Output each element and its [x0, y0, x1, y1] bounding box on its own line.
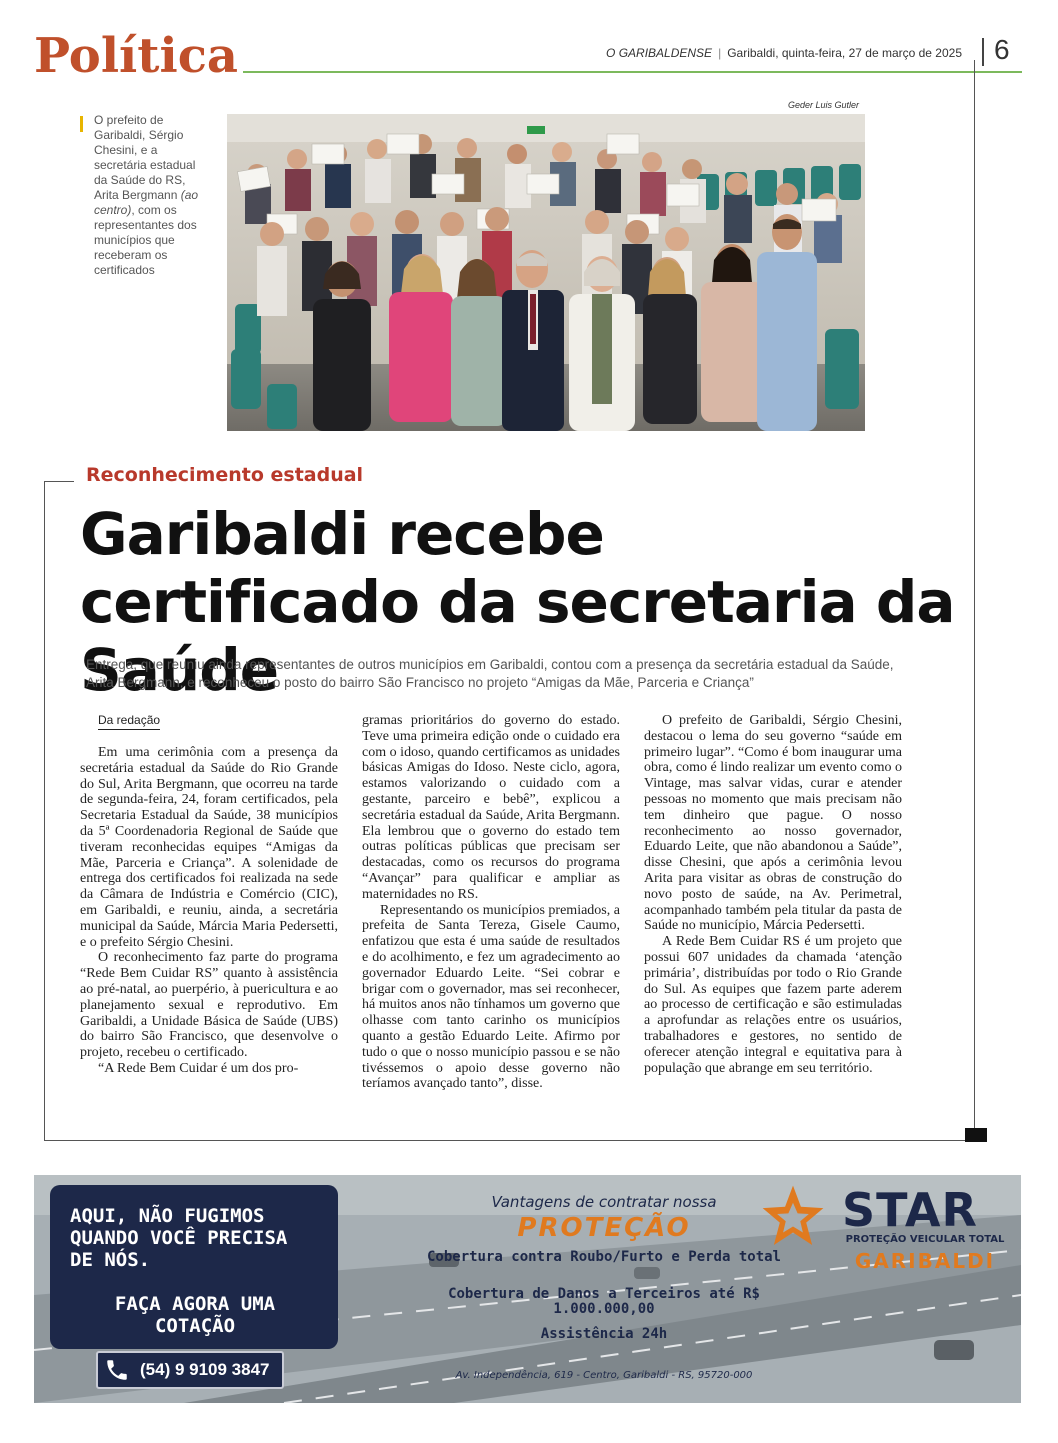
group-photo [227, 114, 865, 431]
caption-emphasis: (ao centro) [94, 188, 199, 217]
masthead: O GARIBALDENSE | Garibaldi, quinta-feira, 27 de março de 2025 [606, 46, 962, 60]
article-column-3 [644, 713, 902, 1076]
caption-text: O prefeito de Garibaldi, Sérgio Chesini, e a secretária estadual da Saúde do RS, Arita Bergmann [94, 113, 196, 202]
ad-coverage-third-party: Cobertura de Danos a Terceiros até R$ 1.000.000,00 [448, 1286, 760, 1317]
paragraph: “A Rede Bem Cuidar é um dos pro- [98, 1060, 299, 1076]
caption-marker [80, 116, 83, 132]
frame-left-line [44, 481, 45, 1141]
ad-coverage-theft: Cobertura contra Roubo/Furto e Perda total [426, 1249, 781, 1265]
paragraph: O prefeito de Garibaldi, Sérgio Chesini, destacou o lema do seu governo “saúde em primeiro lugar”. “Como é bom inaugurar uma obra, como é lindo realizar um evento como o Vintage, mas salvar vidas, curar e atender pessoas no momento que mais precisam não tem dinheiro que pague. O nosso reconhecimento ao nosso governador, Eduardo Leite, que não abandonou a Saúde”, disse Chesini, que após a cerimônia levou Arita para visitar as obras de construção do novo posto de saúde, na Av. Perimetral, acompanhado também pela titular da pasta de Saúde no município, Márcia Pedersetti. [644, 713, 902, 934]
dateline: Garibaldi, quinta-feira, 27 de março de 2025 [727, 46, 962, 60]
paragraph: Em uma cerimônia com a presença da secretária estadual da Saúde do Rio Grande do Sul, Arita Bergmann, que ocorreu na tarde de segunda-feira, 24, foram certificados, pela Secretaria Estadual da Saúde, 38 municípios da 5ª Coordenadoria Regional de Saúde que tiveram reconhecidas equipes “Amigas da Mãe, Parceria e Criança”. A solenidade de entrega dos certificados foi realizada na sede da Câmara de Indústria e Comércio (CIC), em Garibaldi, e reuniu, ainda, a secretária municipal da Saúde, Márcia Maria Pedersetti, e o prefeito Sérgio Chesini. [80, 745, 338, 950]
paragraph: Representando os municípios premiados, a prefeita de Santa Tereza, Gisele Caumo, enfatizou que esta é uma saúde de resultados e do acolhimento, e fez um agradecimento ao governador Eduardo Leite. “Sei cobrar e brigar com o governador, mas sei reconhecer, há muitos anos não tínhamos um governo que olhasse com tanto carinho os municípios quanto a gestão Eduardo Leite. Afirmo por tudo o que o nosso município passou e se não tivéssemos o apoio desse governo não teríamos avançado tanto”, disse. [362, 902, 620, 1092]
caption-text-end: , com os representantes dos municípios que receberam os certificados [94, 203, 197, 277]
section-title: Política [34, 28, 239, 84]
article-dek: Entrega, que reuniu ainda representantes de outros municípios em Garibaldi, contou com a presença da secretária estadual da Saúde, Arita Bergmann, e reconheceu o posto do bairro São Francisco no projeto “Amigas da Mãe, Parceria e Criança” [86, 657, 894, 690]
ad-headline: AQUI, NÃO FUGIMOS QUANDO VOCÊ PRECISA DE NÓS. [70, 1205, 288, 1271]
ad-assistance: Assistência 24h [540, 1326, 668, 1342]
frame-right-line [974, 60, 975, 1141]
ad-protecao: PROTEÇÃO [517, 1213, 691, 1243]
page-number-divider [982, 38, 984, 66]
star-advertisement[interactable] [34, 1175, 1021, 1403]
article-headline: Garibaldi recebe certificado da secretaria da Saúde [80, 500, 955, 704]
ad-brand: STAR [842, 1183, 978, 1237]
ad-vantagens: Vantagens de contratar nossa [491, 1193, 717, 1211]
end-marker [965, 1128, 987, 1142]
frame-bottom-line [44, 1140, 975, 1141]
ad-address: Av. Independência, 619 - Centro, Garibaldi - RS, 95720-000 [455, 1370, 753, 1381]
group-photo-illustration [227, 114, 865, 431]
frame-top-line [44, 481, 74, 482]
ad-phone-box[interactable] [96, 1351, 284, 1389]
ad-tagline: PROTEÇÃO VEICULAR TOTAL [845, 1234, 1005, 1245]
phone-icon [104, 1357, 130, 1383]
article-byline: Da redação [98, 713, 160, 730]
newspaper-name: O GARIBALDENSE [606, 46, 713, 60]
paragraph: A Rede Bem Cuidar RS é um projeto que possui 607 unidades da chamada ‘atenção primária’, distribuídas por todo o Rio Grande do Sul. As equipes que fazem parte aderem ao processo de certificação e são estimuladas a aprofundar as relações entre os usuários, trabalhadores e gestores, no sentido de oferecer atenção integral e equitativa para à população que abrange em seu território. [644, 934, 902, 1076]
ad-headline-box [50, 1185, 338, 1349]
paragraph: gramas prioritários do governo do estado. Teve uma primeira edição onde o cuidado era com o idoso, quando certificamos as unidades básicas Amigas do Idoso. Neste ciclo, agora, estamos valorizando o cuidado com a gestante, parceiro e bebê”, explicou a secretária estadual da Saúde, Arita Bergmann. Ela lembrou que o governo do estado tem outras políticas públicas que precisam ser destacadas, como os recursos do programa “Avançar” para qualificar e ampliar as maternidades no RS. [362, 713, 620, 902]
article-column-1 [80, 745, 338, 1077]
photo-credit: Geder Luis Gutler [787, 100, 859, 110]
paragraph: O reconhecimento faz parte do programa “Rede Bem Cuidar RS” quanto à assistência ao pré-natal, ao puerpério, à puericultura e ao planejamento sexual e reprodutivo. Em Garibaldi, a Unidade Básica de Saúde (UBS) do bairro São Francisco, que desenvolve o projeto, recebeu o certificado. [80, 950, 338, 1061]
ad-cta[interactable]: FAÇA AGORA UMA COTAÇÃO [114, 1293, 276, 1337]
ad-phone-number[interactable]: (54) 9 9109 3847 [140, 1360, 270, 1379]
photo-caption [94, 113, 204, 278]
page-number: 6 [994, 34, 1010, 65]
ad-city: GARIBALDI [854, 1249, 996, 1273]
article-kicker: Reconhecimento estadual [86, 464, 364, 486]
article-column-2 [362, 713, 620, 1092]
header-rule [243, 71, 1022, 73]
star-logo-icon [760, 1183, 826, 1249]
